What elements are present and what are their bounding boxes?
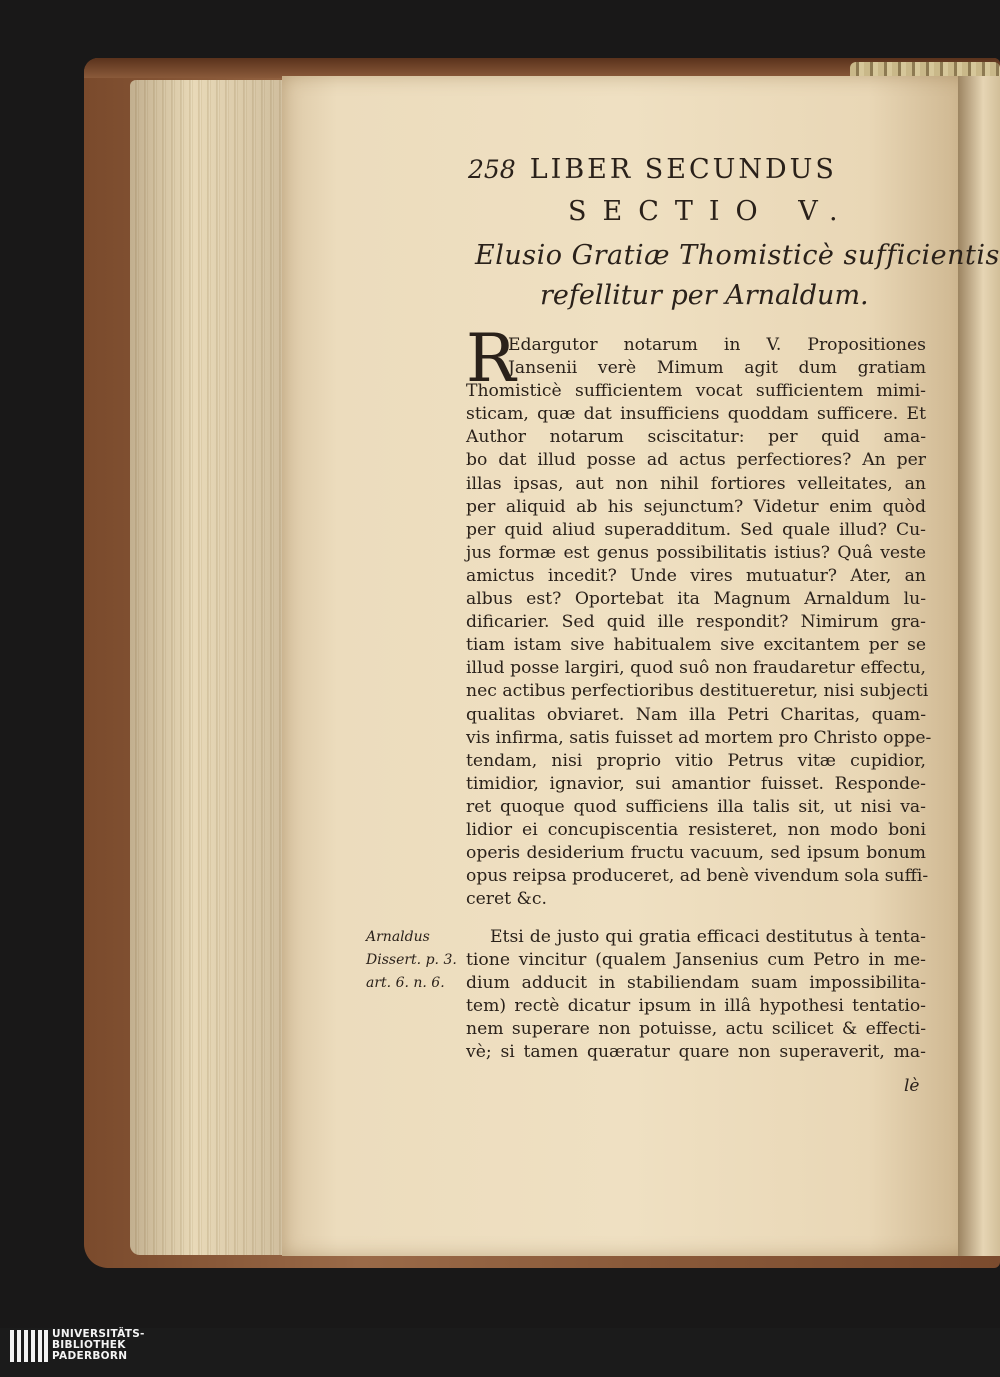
body-line: dium adducit in stabiliendam suam impossibilita- bbox=[466, 973, 926, 994]
footer-bar bbox=[0, 1328, 1000, 1377]
running-head-title: LIBER SECUNDUS bbox=[529, 154, 837, 185]
body-line: timidior, ignavior, sui amantior fuisset. Responde- bbox=[466, 773, 926, 794]
body-line: tendam, nisi proprio vitio Petrus vitæ cupidior, bbox=[466, 750, 926, 771]
body-line: ret quoque quod sufficiens illa talis sit, ut nisi va- bbox=[466, 796, 926, 817]
body-line: Etsi de justo qui gratia efficaci destitutus à tenta- bbox=[490, 927, 926, 947]
body-line: sticam, quæ dat insufficiens quoddam sufficere. Et bbox=[466, 404, 926, 425]
body-line: Thomisticè sufficientem vocat sufficientem mimi- bbox=[466, 381, 926, 402]
body-line: qualitas obviaret. Nam illa Petri Charitas, quam- bbox=[466, 704, 926, 725]
margin-note bbox=[366, 926, 462, 995]
drop-cap: R bbox=[466, 320, 516, 397]
logo-line: PADERBORN bbox=[52, 1350, 128, 1362]
body-line: operis desiderium fructu vacuum, sed ipsum bonum bbox=[466, 843, 926, 864]
body-line: albus est? Oportebat ita Magnum Arnaldum lu- bbox=[466, 589, 926, 610]
section-title-line-2: refellitur per Arnaldum. bbox=[540, 280, 869, 311]
body-line: tione vincitur (qualem Jansenius cum Petro in me- bbox=[466, 950, 926, 971]
body-line: amictus incedit? Unde vires mutuatur? Ater, an bbox=[466, 565, 926, 586]
body-line: Edargutor notarum in V. Propositiones bbox=[508, 335, 926, 355]
second-paragraph bbox=[466, 926, 926, 1065]
body-line: Jansenii verè Mimum agit dum gratiam bbox=[508, 358, 926, 379]
body-line: tiam istam sive habitualem sive excitantem per se bbox=[466, 635, 926, 656]
body-line: dificarier. Sed quid ille respondit? Nimirum gra- bbox=[466, 612, 926, 633]
catchword: lè bbox=[904, 1076, 920, 1096]
body-line: jus formæ est genus possibilitatis istius? Quâ veste bbox=[466, 542, 926, 563]
body-line: lidior ei concupiscentia resisteret, non modo boni bbox=[466, 819, 926, 840]
body-line: nec actibus perfectioribus destitueretur, nisi subjecti bbox=[466, 681, 929, 702]
body-line: Author notarum sciscitatur: per quid ama- bbox=[466, 427, 926, 448]
library-logo-text bbox=[52, 1329, 145, 1362]
page-number: 258 bbox=[468, 155, 516, 184]
section-title-line-1: Elusio Gratiæ Thomisticè sufficientis bbox=[475, 240, 1000, 271]
body-line: per quid aliud superadditum. Sed quale illud? Cu- bbox=[466, 519, 926, 540]
section-heading: SECTIO V. bbox=[568, 196, 854, 227]
body-line: illas ipsas, aut non nihil fortiores velleitates, an bbox=[466, 473, 926, 494]
body-line: vis infirma, satis fuisset ad mortem pro Christo oppe- bbox=[466, 727, 932, 748]
body-line: tem) rectè dicatur ipsum in illâ hypothesi tentatio- bbox=[466, 996, 926, 1017]
library-logo-icon bbox=[10, 1330, 48, 1362]
running-head bbox=[468, 154, 868, 185]
body-paragraph bbox=[466, 334, 932, 911]
body-line: illud posse largiri, quod suô non fraudaretur effectu, bbox=[466, 658, 926, 679]
margin-note-line: Dissert. p. 3. bbox=[366, 952, 457, 968]
body-line: per aliquid ab his sejunctum? Videtur enim quòd bbox=[466, 496, 926, 517]
body-line: opus reipsa produceret, ad benè vivendum sola suffi- bbox=[466, 866, 929, 887]
logo-line: BIBLIOTHEK bbox=[52, 1339, 126, 1351]
page-fore-edge-shading bbox=[130, 80, 290, 1255]
margin-note-line: art. 6. n. 6. bbox=[366, 975, 445, 991]
margin-note-line: Arnaldus bbox=[366, 929, 430, 945]
body-line: ceret &c. bbox=[466, 889, 547, 910]
body-line: nem superare non potuisse, actu scilicet & effecti- bbox=[466, 1019, 926, 1040]
body-line: bo dat illud posse ad actus perfectiores? An per bbox=[466, 450, 926, 471]
body-line: vè; si tamen quæratur quare non superaverit, ma- bbox=[466, 1042, 926, 1063]
logo-line: UNIVERSITÄTS- bbox=[52, 1328, 145, 1340]
